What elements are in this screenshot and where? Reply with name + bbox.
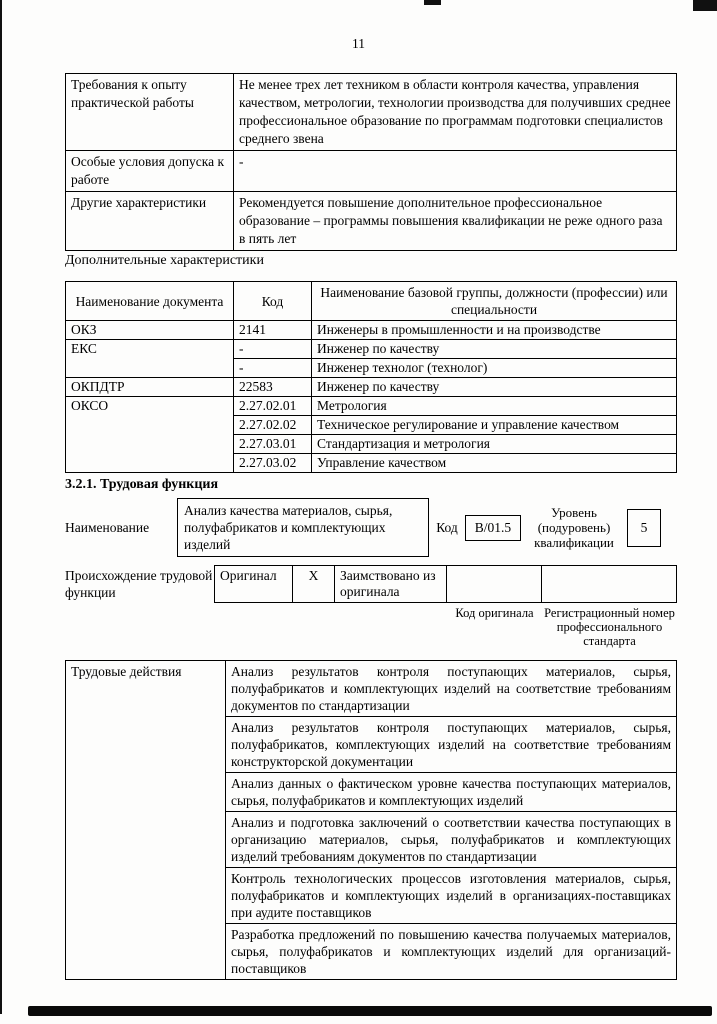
group-name: Инженер по качеству bbox=[312, 340, 677, 359]
labor-function-block bbox=[65, 498, 677, 557]
classification-table bbox=[65, 281, 677, 473]
table-row bbox=[66, 321, 677, 340]
action-item: Контроль технологических процессов изготовления материалов, сырья, полуфабрикатов и комплектующих изделий в организациях-поставщиках при аудите поставщиков bbox=[226, 868, 677, 924]
caption-code-original: Код оригинала bbox=[455, 606, 534, 620]
scan-artifact-top-mark bbox=[424, 0, 441, 5]
requirement-value: - bbox=[234, 151, 677, 192]
origin-label: Происхождение трудовой функции bbox=[65, 568, 213, 600]
origin-table bbox=[214, 565, 677, 603]
doc-name: ОКСО bbox=[66, 397, 234, 473]
table-row bbox=[66, 378, 677, 397]
doc-code: 2.27.03.02 bbox=[234, 454, 312, 473]
function-name-label: Наименование bbox=[65, 519, 150, 535]
page-number: 11 bbox=[352, 36, 365, 51]
group-name: Стандартизация и метрология bbox=[312, 435, 677, 454]
doc-name: ОКЗ bbox=[66, 321, 234, 340]
doc-code: 2141 bbox=[234, 321, 312, 340]
doc-name: ОКПДТР bbox=[66, 378, 234, 397]
table-row bbox=[66, 340, 677, 359]
scan-artifact-bottom-bar bbox=[28, 1006, 712, 1016]
caption-reg-number: Регистрационный номер профессионального стандарта bbox=[544, 606, 675, 648]
function-level-box: 5 bbox=[627, 509, 661, 547]
group-name: Метрология bbox=[312, 397, 677, 416]
origin-borrowed-cell: Заимствовано из оригинала bbox=[335, 566, 447, 603]
table-row bbox=[215, 566, 677, 603]
section-title-labor-function: 3.2.1. Трудовая функция bbox=[65, 477, 219, 492]
table-row bbox=[66, 661, 677, 717]
column-header-document: Наименование документа bbox=[66, 282, 234, 321]
table-header-row bbox=[66, 282, 677, 321]
requirement-label: Требования к опыту практической работы bbox=[66, 74, 234, 151]
group-name: Техническое регулирование и управление качеством bbox=[312, 416, 677, 435]
labor-actions-table bbox=[65, 660, 677, 980]
doc-code: 22583 bbox=[234, 378, 312, 397]
doc-code: 2.27.02.01 bbox=[234, 397, 312, 416]
requirements-table bbox=[65, 73, 677, 251]
scan-artifact-corner-mark bbox=[693, 0, 717, 11]
requirement-label: Особые условия допуска к работе bbox=[66, 151, 234, 192]
origin-captions bbox=[215, 606, 677, 648]
column-header-name: Наименование базовой группы, должности (профессии) или специальности bbox=[312, 282, 677, 321]
action-item: Анализ и подготовка заключений о соответствии качества поступающих в организацию материалов, сырья, полуфабрикатов и комплектующих изделий требованиям документов по стандартизации bbox=[226, 812, 677, 868]
group-name: Инженер технолог (технолог) bbox=[312, 359, 677, 378]
column-header-code: Код bbox=[234, 282, 312, 321]
function-level-label: Уровень (подуровень) квалификации bbox=[534, 505, 614, 550]
scan-artifact-left-edge bbox=[0, 0, 2, 1014]
caption-spacer bbox=[215, 606, 447, 648]
doc-code: 2.27.03.01 bbox=[234, 435, 312, 454]
requirement-value: Не менее трех лет техником в области контроля качества, управления качеством, метрологии, технологии производства для получивших среднее профессиональное образование по программам подготовки специалистов среднего звена bbox=[234, 74, 677, 151]
action-item: Анализ результатов контроля поступающих материалов, сырья, полуфабрикатов, комплектующих изделий на соответствие требованиям конструкторской документации bbox=[226, 717, 677, 773]
doc-code: - bbox=[234, 340, 312, 359]
doc-name: ЕКС bbox=[66, 340, 234, 378]
origin-original-cell: Оригинал bbox=[215, 566, 293, 603]
table-row bbox=[66, 151, 677, 192]
function-code-box: В/01.5 bbox=[465, 515, 521, 541]
function-name-box: Анализ качества материалов, сырья, полуфабрикатов и комплектующих изделий bbox=[177, 498, 429, 557]
action-item: Разработка предложений по повышению качества получаемых материалов, сырья, полуфабрикатов и комплектующих изделий для организаций-поставщиков bbox=[226, 924, 677, 980]
action-item: Анализ данных о фактическом уровне качества поступающих материалов, сырья, полуфабрикатов и комплектующих изделий bbox=[226, 773, 677, 812]
origin-regnumber-cell bbox=[542, 566, 677, 603]
origin-row bbox=[65, 565, 677, 603]
function-code-label: Код bbox=[436, 519, 458, 535]
table-row bbox=[66, 74, 677, 151]
group-name: Инженеры в промышленности и на производстве bbox=[312, 321, 677, 340]
table-row bbox=[66, 397, 677, 416]
table-row bbox=[66, 192, 677, 251]
doc-code: 2.27.02.02 bbox=[234, 416, 312, 435]
requirement-label: Другие характеристики bbox=[66, 192, 234, 251]
section-title-additional: Дополнительные характеристики bbox=[65, 253, 264, 268]
doc-code: - bbox=[234, 359, 312, 378]
origin-original-mark: X bbox=[293, 566, 335, 603]
requirement-value: Рекомендуется повышение дополнительное профессиональное образование – программы повышения квалификации не реже одного раза в пять лет bbox=[234, 192, 677, 251]
group-name: Инженер по качеству bbox=[312, 378, 677, 397]
group-name: Управление качеством bbox=[312, 454, 677, 473]
action-item: Анализ результатов контроля поступающих материалов, сырья, полуфабрикатов и комплектующих изделий на соответствие требованиям документов по стандартизации bbox=[226, 661, 677, 717]
origin-code-cell bbox=[447, 566, 542, 603]
origin-block bbox=[65, 565, 677, 648]
actions-label: Трудовые действия bbox=[66, 661, 226, 980]
